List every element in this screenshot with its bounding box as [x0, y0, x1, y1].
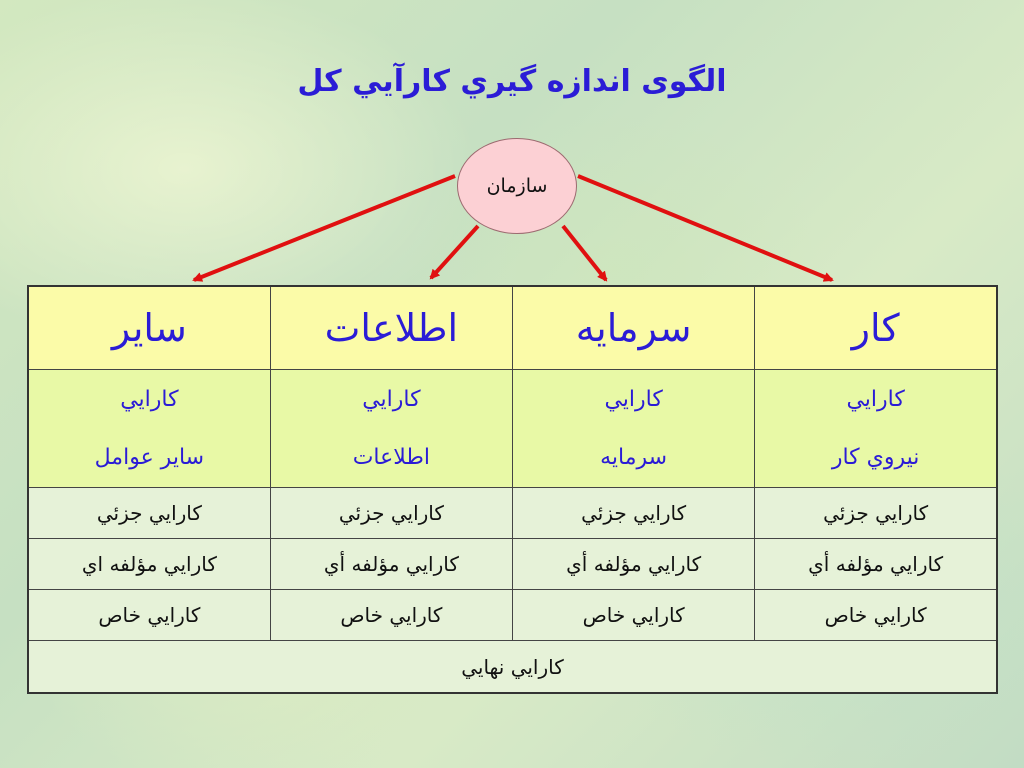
component-information: كارايي مؤلفه أي [270, 539, 512, 590]
partial-labor: كارايي جزئي [755, 488, 997, 539]
productivity-information [270, 370, 512, 488]
productivity-capital [513, 370, 755, 488]
productivity-factor-name: سرمايه [600, 444, 668, 470]
productivity-labor [755, 370, 997, 488]
partial-productivity-row [28, 488, 997, 539]
factor-header-row [28, 286, 997, 370]
header-labor: كار [755, 286, 997, 370]
final-productivity: كارايي نهايي [28, 641, 997, 694]
special-other: كارايي خاص [28, 590, 270, 641]
factor-productivity-row [28, 370, 997, 488]
partial-other: كارايي جزئي [28, 488, 270, 539]
partial-capital: كارايي جزئي [513, 488, 755, 539]
special-information: كارايي خاص [270, 590, 512, 641]
arrow-to-other [194, 176, 455, 280]
productivity-other [28, 370, 270, 488]
header-capital: سرمايه [513, 286, 755, 370]
arrow-to-information [431, 226, 478, 278]
productivity-label: كارايي [362, 386, 421, 412]
productivity-table [27, 285, 998, 694]
header-other: ساير [28, 286, 270, 370]
partial-information: كارايي جزئي [270, 488, 512, 539]
header-information: اطلاعات [270, 286, 512, 370]
productivity-label: كارايي [604, 386, 663, 412]
special-labor: كارايي خاص [755, 590, 997, 641]
productivity-factor-name: ساير عوامل [94, 444, 205, 470]
productivity-factor-name: اطلاعات [352, 444, 431, 470]
productivity-label: كارايي [846, 386, 905, 412]
factor-component-row [28, 539, 997, 590]
organization-label: سازمان [486, 175, 548, 197]
special-capital: كارايي خاص [513, 590, 755, 641]
component-labor: كارايي مؤلفه أي [755, 539, 997, 590]
productivity-label: كارايي [120, 386, 179, 412]
component-capital: كارايي مؤلفه أي [513, 539, 755, 590]
arrow-to-labor [578, 176, 832, 280]
final-productivity-row [28, 641, 997, 694]
organization-node [457, 138, 577, 234]
component-other: كارايي مؤلفه اي [28, 539, 270, 590]
page-title: الگوی اندازه گيري كارآيي كل [297, 64, 727, 99]
special-productivity-row [28, 590, 997, 641]
arrow-to-capital [563, 226, 606, 280]
productivity-factor-name: نيروي كار [831, 444, 920, 470]
